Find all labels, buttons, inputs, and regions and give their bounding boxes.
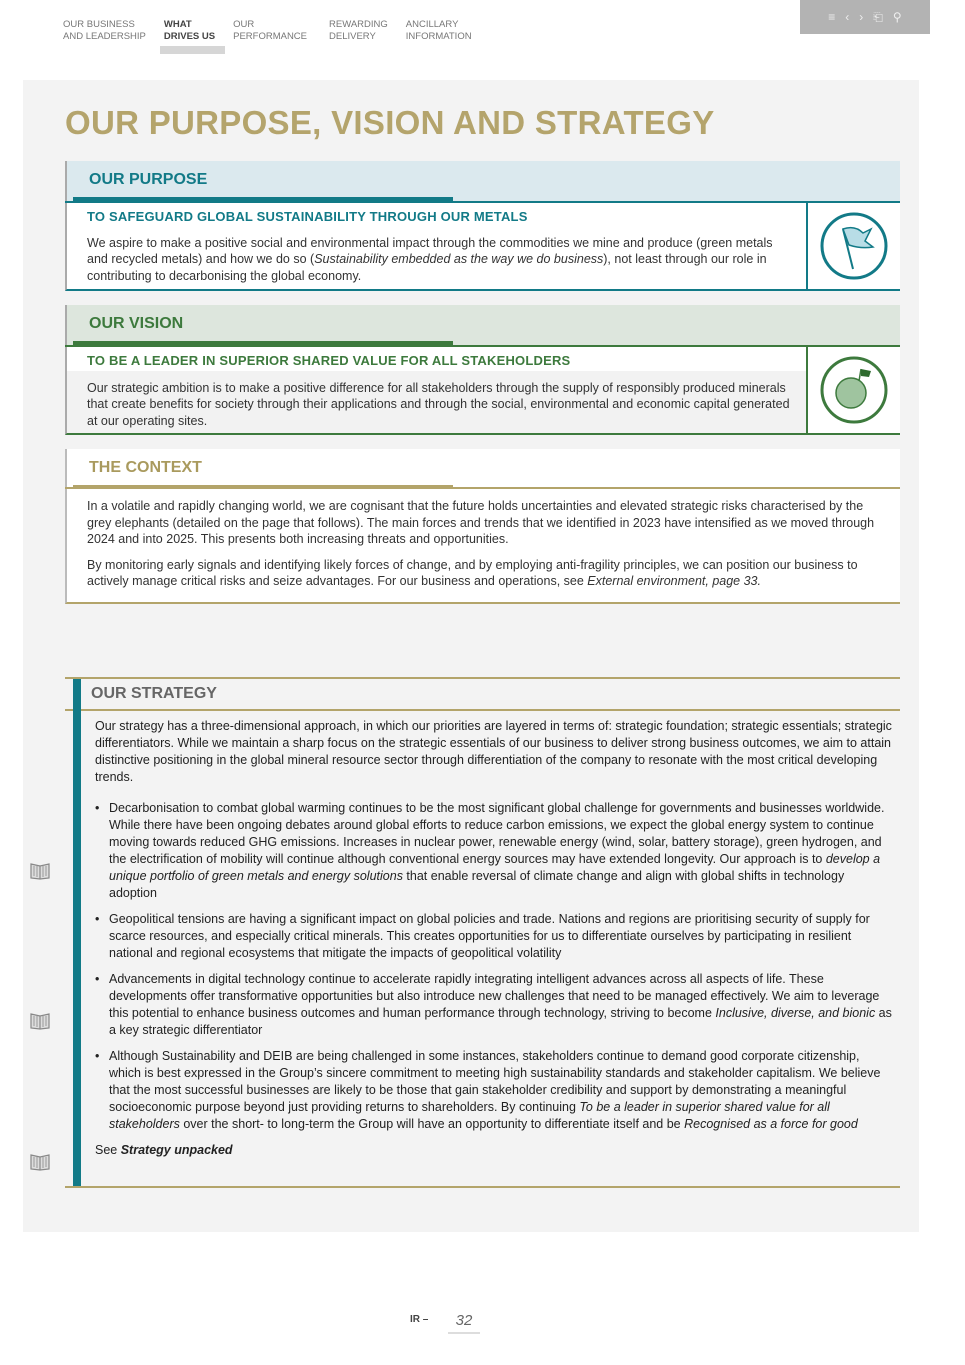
search-icon[interactable]: ⚲ [892,10,902,24]
nav-label: PERFORMANCE [233,31,308,42]
strategy-heading: OUR STRATEGY [65,679,900,711]
nav-what-drives-us[interactable] [164,19,215,43]
nav-rewarding-delivery[interactable] [329,19,388,43]
purpose-heading: OUR PURPOSE [65,161,900,201]
nav-our-business[interactable] [63,19,146,43]
list-item: • Although Sustainability and DEIB are being challenged in some instances, stakeholders continue to demand good corporate citizenship, which is best expressed in the Group’s sincere commitment to meeting high sustainability standards and stakeholder capitalism. We believe that the most successful businesses are likely to be those that gain stakeholder credibility and support by demonstrating a meaningful socioeconomic purpose beyond just providing returns to shareholders. By continuing To be a leader in superior shared value for all stakeholders over the short- to long-term the Group will have an opportunity to differentiate itself and be Recognised as a force for good [95,1048,894,1133]
divider [73,341,453,345]
divider [73,485,453,489]
page-number: 32 [448,1312,480,1334]
strategy-intro: Our strategy has a three-dimensional approach, in which our priorities are layered in terms of: strategic foundation; strategic essentials; strategic differentiators. While we maintain a sharp focus on the strategic essentials of our business to deliver strong business outcomes, we aim to attain distinctive positioning in the global mineral resource sector through differentiation of the company to resonate with the most critical developing trends. [95,719,892,784]
vision-section [65,305,900,435]
context-section [65,449,900,604]
nav-label: REWARDING [329,19,388,30]
top-nav [63,19,490,43]
purpose-text: We aspire to make a positive social and environmental impact through the commodities we mine and produce (green metals and recycled metals) and how we do so (Sustainability embedded as the way we do business), not least through our role in contributing to decarbonising the global economy. [87,235,773,283]
flag-icon [806,203,900,289]
list-item: • Advancements in digital technology continue to accelerate rapidly integrating intelligent advances across all aspects of life. These developments offer transformative opportunities but also introduce new challenges that need to be managed effectively. We aim to leverage this potential to enhance business outcomes and human performance through technology, striving to become Inclusive, diverse, and bionic as a key strategic differentiator [95,971,894,1039]
context-heading: THE CONTEXT [65,449,900,487]
nav-label: WHAT [163,19,192,30]
accent-bar [73,679,81,1186]
nav-label: DELIVERY [329,31,376,42]
page-icon[interactable]: ⎗ [873,9,883,24]
vision-statement: TO BE A LEADER IN SUPERIOR SHARED VALUE FOR ALL STAKEHOLDERS [87,353,571,368]
strategy-unpacked-link[interactable]: Strategy unpacked [120,1143,233,1157]
globe-icon [806,347,900,433]
footer-label: IR – [410,1314,429,1325]
vision-text: Our strategic ambition is to make a positive difference for all stakeholders through the supply of responsibly produced minerals that create benefits for society through their applications and through the social, environmental and economic capital generated at our operating sites. [87,380,790,428]
nav-label: OUR BUSINESS [63,19,135,30]
nav-label: OUR [233,19,255,30]
list-item: • Geopolitical tensions are having a significant impact on global policies and trade. Nations and regions are prioritising security of supply for scarce resources, and especially critical minerals. This creates opportunities for us to differentiate ourselves by participating in resilient national and regional ecosystems that mitigate the impacts of geopolitical volatility [95,911,894,962]
page-title: OUR PURPOSE, VISION AND STRATEGY [65,104,715,141]
divider [73,197,453,201]
book-icon[interactable] [30,1012,50,1030]
purpose-statement: TO SAFEGUARD GLOBAL SUSTAINABILITY THROUGH OUR METALS [87,209,528,224]
external-environment-link[interactable]: External environment, page 33. [587,574,761,588]
book-icon[interactable] [30,862,50,880]
see-also: See Strategy unpacked [95,1143,233,1157]
nav-our-performance[interactable] [233,19,307,43]
context-paragraph: By monitoring early signals and identifying likely forces of change, and by employing anti-fragility principles, we can position our business to actively manage critical risks and seize advantages. For our business and operations, see External environment, page 33. [87,557,858,588]
menu-icon[interactable]: ≡ [828,10,836,24]
nav-label: INFORMATION [405,31,472,42]
context-paragraph: In a volatile and rapidly changing world, we are cognisant that the future holds uncertainties and elevated strategic risks characterised by the grey elephants (detailed on the page that follows). The main forces and trends that we identified in 2023 have intensified as we moved through 2024 and into 2025. This presents both increasing threats and opportunities. [87,499,875,546]
purpose-section [65,161,900,291]
next-icon[interactable]: › [859,10,864,24]
list-item: • Decarbonisation to combat global warming continues to be the most significant global challenge for governments and businesses worldwide. While there have been ongoing debates around global efforts to reduce carbon emissions, we expect the global energy system to continue moving towards reduced GHG emissions. Increases in nuclear power, renewable energy (wind, solar, battery storage), green hydrogen, and the electrification of mobility will continue although conventional energy sources may have extended longevity. Our approach is to develop a unique portfolio of green metals and energy solutions that enable reversal of climate change and align with global shifts in technology adoption [95,800,894,902]
prev-icon[interactable]: ‹ [845,10,850,24]
nav-label: DRIVES US [163,31,216,42]
nav-label: ANCILLARY [405,19,459,30]
nav-label: AND LEADERSHIP [63,31,146,42]
strategy-section [65,677,900,1188]
nav-ancillary-information[interactable] [406,19,472,43]
vision-heading: OUR VISION [65,305,900,345]
book-icon[interactable] [30,1153,50,1171]
toolbar [800,0,930,34]
